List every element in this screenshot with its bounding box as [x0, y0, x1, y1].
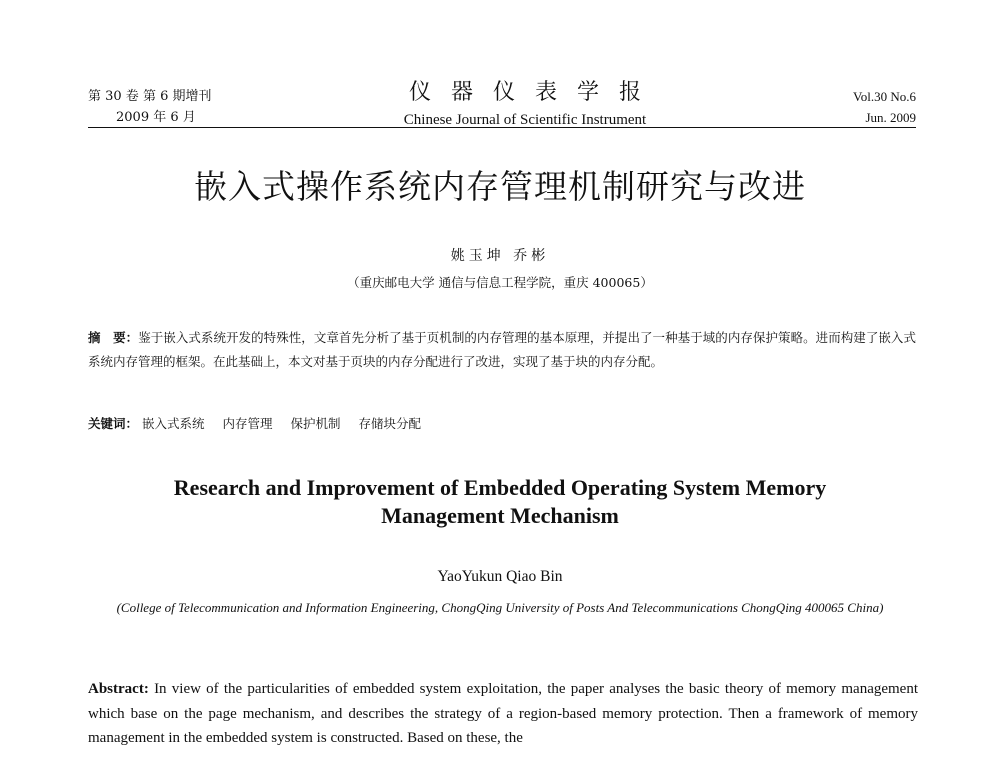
keyword: 存储块分配	[358, 416, 422, 431]
journal-name-cn: 仪器仪表学报	[408, 80, 661, 105]
abstract-text-en: In view of the particularities of embedded system exploitation, the paper analyses the basic theory of memory management which base on the page mechanism, and describes the strategy of a region-based memory protection. Then a framework of memory management in the embedded system is constructed. Based on these, the	[88, 681, 919, 746]
volume-issue-cn: 第 30 卷 第 6 期增刊	[88, 89, 212, 104]
affiliation-en: (College of Telecommunication and Information Engineering, ChongQing University of Posts And Telecommunications ChongQing 400065 China)	[116, 600, 884, 615]
date-en: Jun. 2009	[865, 110, 916, 125]
abstract-text-cn: 鉴于嵌入式系统开发的特殊性，文章首先分析了基于页机制的内存管理的基本原理，并提出了一种基于域的内存保护策略。进而构建了嵌入式系统内存管理的框架。在此基础上，本文对基于页块的内存分配进行了改进，实现了基于块的内存分配。	[88, 330, 916, 369]
abstract-label-en: Abstract:	[88, 681, 149, 697]
keywords-label-cn: 关键词：	[88, 416, 139, 431]
volume-issue-en: Vol.30 No.6	[853, 89, 916, 104]
abstract-en	[88, 677, 918, 751]
abstract-label-cn: 摘 要：	[88, 330, 139, 345]
journal-name-en: Chinese Journal of Scientific Instrument	[403, 112, 647, 128]
header-divider	[88, 127, 916, 128]
journal-issue-info-en	[853, 86, 916, 128]
affiliation-cn: （重庆邮电大学 通信与信息工程学院，重庆 400065）	[347, 275, 653, 290]
keywords-cn	[88, 412, 916, 436]
journal-issue-info-cn	[88, 86, 211, 128]
paper-title-cn: 嵌入式操作系统内存管理机制研究与改进	[194, 167, 806, 206]
paper-title-en	[120, 474, 880, 530]
authors-en: YaoYukun Qiao Bin	[437, 568, 563, 585]
authors-cn: 姚玉坤 乔彬	[450, 248, 550, 264]
date-cn: 2009 年 6 月	[116, 110, 196, 125]
keyword: 保护机制	[290, 416, 341, 431]
journal-title-block	[340, 78, 710, 130]
keyword: 嵌入式系统	[142, 416, 205, 431]
abstract-cn	[88, 326, 916, 374]
paper-title-en-line2: Management Mechanism	[381, 503, 619, 528]
paper-title-en-line1: Research and Improvement of Embedded Operating System Memory	[173, 475, 827, 500]
keyword: 内存管理	[222, 416, 273, 431]
